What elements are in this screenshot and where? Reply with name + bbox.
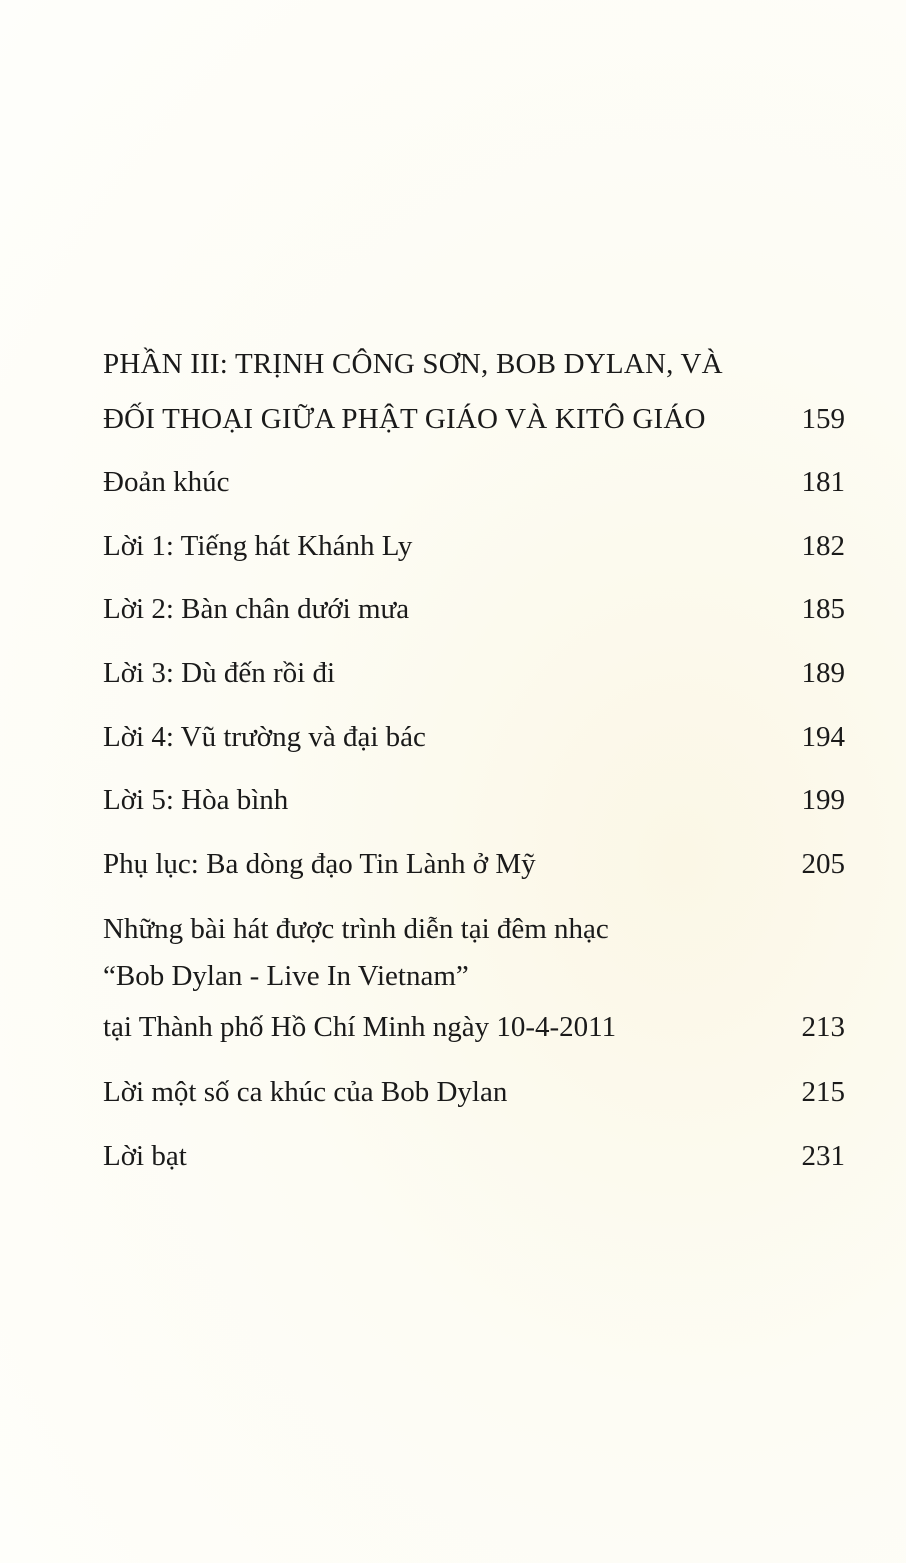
- toc-entry-title: Lời một số ca khúc của Bob Dylan: [103, 1076, 508, 1108]
- toc-entry-page: 194: [801, 721, 845, 753]
- toc-entry: [103, 649, 845, 697]
- toc-entry: [103, 458, 845, 506]
- toc-entry: [103, 522, 845, 570]
- toc-entry-page: 185: [801, 593, 845, 625]
- toc-entry: [103, 1068, 845, 1116]
- toc-entry-page: 189: [801, 657, 845, 689]
- toc-entry-page: 182: [801, 530, 845, 562]
- toc-multiline-entry-line-2: [103, 952, 845, 1000]
- toc-entry-title: Lời 2: Bàn chân dưới mưa: [103, 593, 410, 625]
- toc-multiline-entry-line-1: [103, 905, 845, 953]
- part-heading-text-2: ĐỐI THOẠI GIỮA PHẬT GIÁO VÀ KITÔ GIÁO: [103, 403, 706, 435]
- toc-entry-page: 213: [801, 1011, 845, 1043]
- toc-multiline-entry-text-1: Những bài hát được trình diễn tại đêm nhạc: [103, 913, 609, 945]
- toc-entry-title: Đoản khúc: [103, 466, 230, 498]
- part-heading-page-number: 159: [801, 403, 845, 435]
- toc-entry-title: Lời 4: Vũ trường và đại bác: [103, 721, 426, 753]
- toc-entry: [103, 585, 845, 633]
- toc-multiline-entry-text-2: “Bob Dylan - Live In Vietnam”: [103, 960, 469, 992]
- part-heading-line-2: [103, 395, 845, 443]
- toc-entry-title: Lời 1: Tiếng hát Khánh Ly: [103, 530, 413, 562]
- toc-entry: [103, 776, 845, 824]
- toc-multiline-entry-text-3: tại Thành phố Hồ Chí Minh ngày 10-4-2011: [103, 1011, 617, 1043]
- toc-entry-title: Phụ lục: Ba dòng đạo Tin Lành ở Mỹ: [103, 848, 536, 880]
- toc-entry: [103, 1132, 845, 1180]
- toc-entry-title: Lời 5: Hòa bình: [103, 784, 289, 816]
- toc-entry-page: 199: [801, 784, 845, 816]
- toc-entry-page: 215: [801, 1076, 845, 1108]
- part-heading-text-1: PHẦN III: TRỊNH CÔNG SƠN, BOB DYLAN, VÀ: [103, 348, 723, 380]
- toc-entry-title: Lời 3: Dù đến rồi đi: [103, 657, 335, 689]
- toc-entry-title: Lời bạt: [103, 1140, 187, 1172]
- toc-entry-page: 231: [801, 1140, 845, 1172]
- toc-entry: [103, 713, 845, 761]
- part-heading-line-1: [103, 340, 845, 388]
- toc-entry: [103, 840, 845, 888]
- toc-entry-page: 205: [801, 848, 845, 880]
- toc-multiline-entry-line-3: [103, 1003, 845, 1051]
- toc-entry-page: 181: [801, 466, 845, 498]
